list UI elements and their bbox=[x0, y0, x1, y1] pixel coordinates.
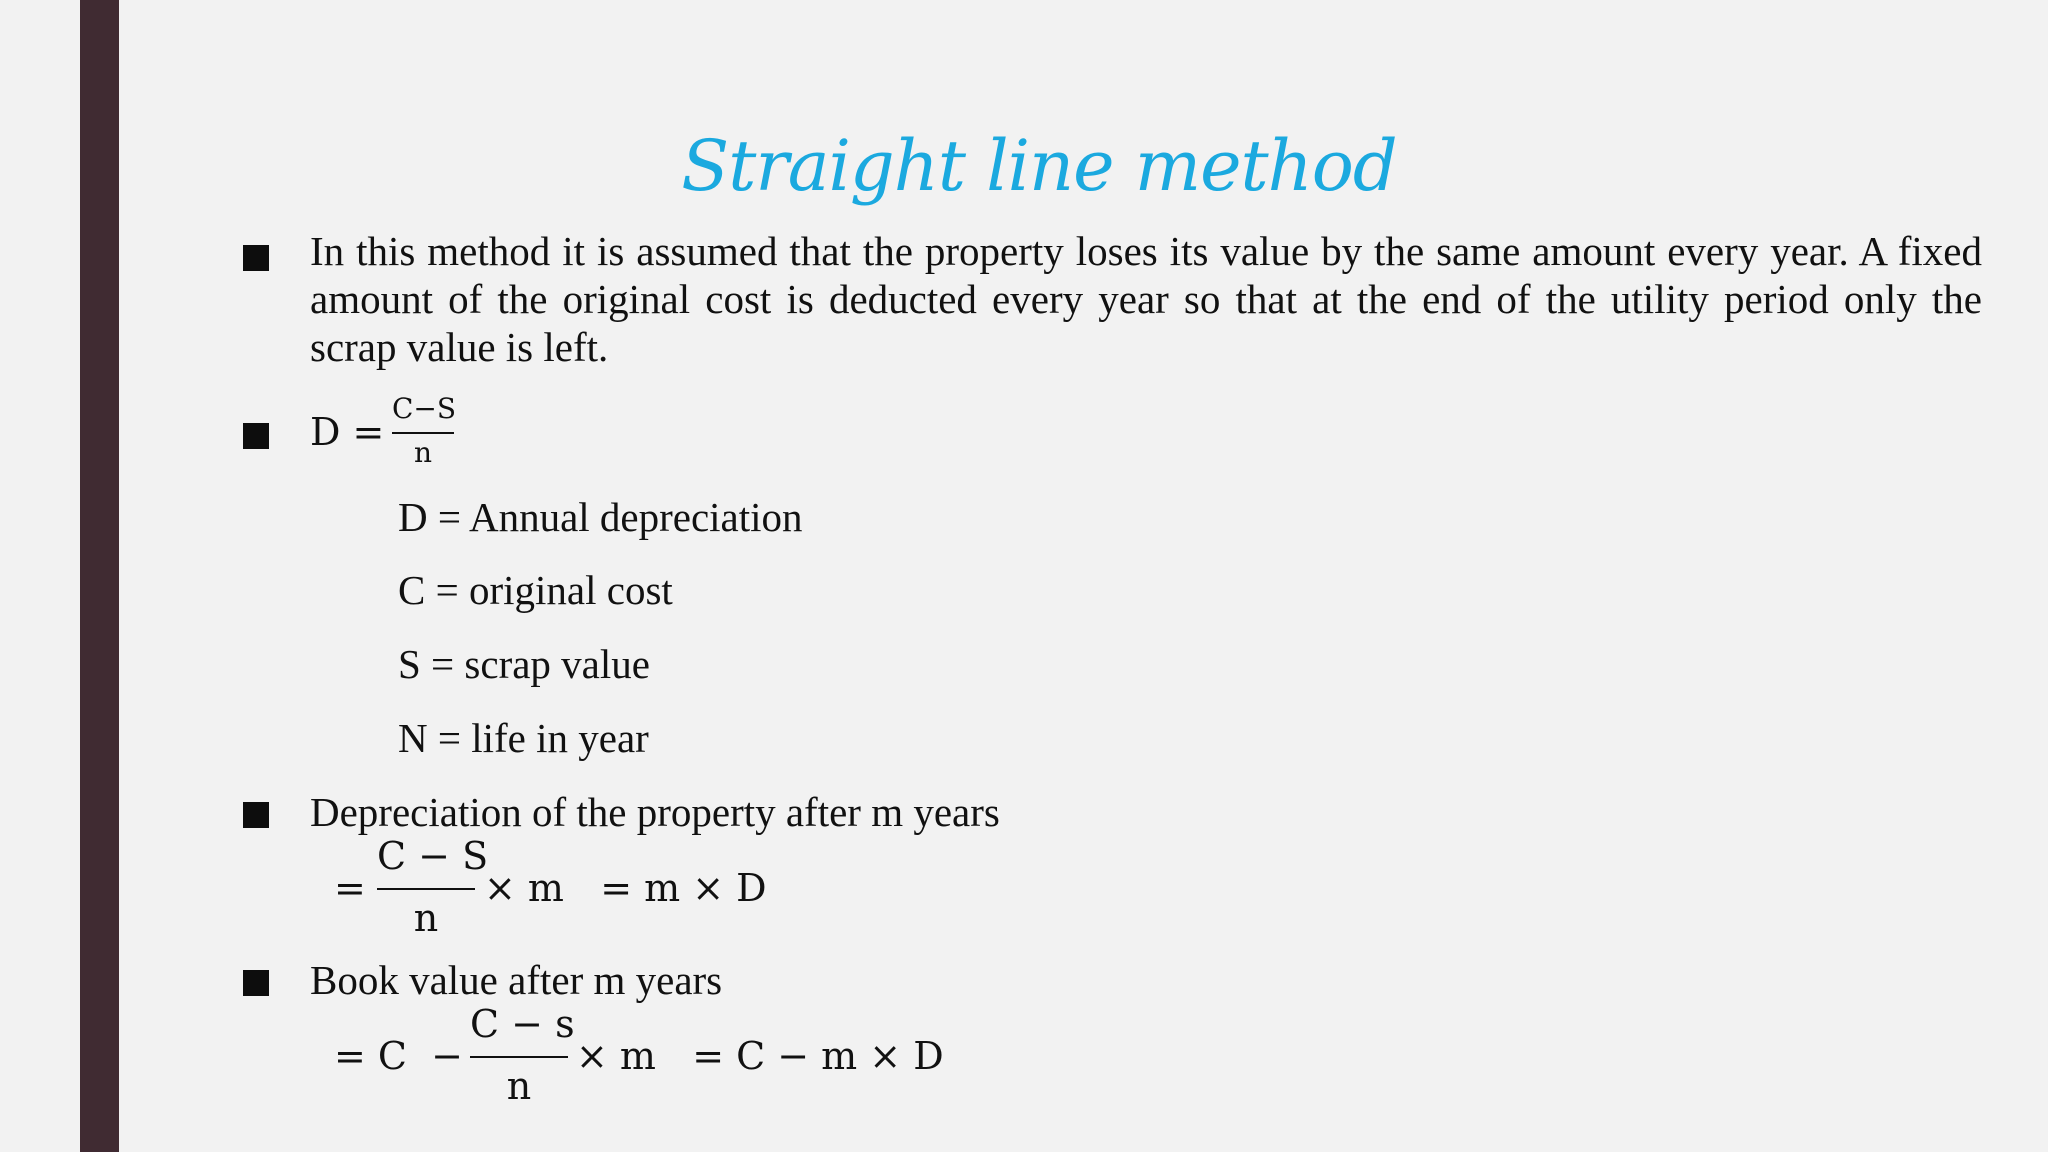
formula-d-lhs: D = bbox=[310, 410, 385, 454]
formula3-lhs: = C − bbox=[334, 1034, 463, 1078]
fraction-bar bbox=[392, 432, 454, 434]
bullet-text-depreciation-after-m-years: Depreciation of the property after m years bbox=[310, 789, 1000, 835]
bullet-marker bbox=[243, 423, 269, 449]
definition-s: S = scrap value bbox=[398, 641, 650, 687]
formula3-rest: × m = C − m × D bbox=[576, 1034, 944, 1078]
definition-n: N = life in year bbox=[398, 715, 649, 761]
bullet-marker bbox=[243, 970, 269, 996]
formula2-equals: = bbox=[334, 866, 366, 910]
fraction-bar bbox=[470, 1056, 568, 1058]
slide-title: Straight line method bbox=[681, 125, 1397, 207]
fraction-denominator: n bbox=[413, 896, 439, 940]
fraction-denominator: n bbox=[506, 1064, 532, 1108]
bullet-text-method-description: In this method it is assumed that the property loses its value by the same amount every year. A fixed amount of the original cost is deducted every year so that at the end of the utility period only the scrap value is left. bbox=[310, 228, 1982, 370]
definition-c: C = original cost bbox=[398, 567, 673, 613]
fraction-denominator: n bbox=[413, 436, 433, 469]
fraction-numerator: C − S bbox=[377, 834, 489, 878]
bullet-marker bbox=[243, 802, 269, 828]
formula2-rest: × m = m × D bbox=[484, 866, 767, 910]
fraction-numerator: C−S bbox=[392, 392, 457, 425]
fraction-bar bbox=[377, 888, 475, 890]
bullet-marker bbox=[243, 245, 269, 271]
bullet-text-book-value-after-m-years: Book value after m years bbox=[310, 957, 723, 1003]
definition-d: D = Annual depreciation bbox=[398, 494, 803, 540]
fraction-numerator: C − s bbox=[470, 1002, 575, 1046]
